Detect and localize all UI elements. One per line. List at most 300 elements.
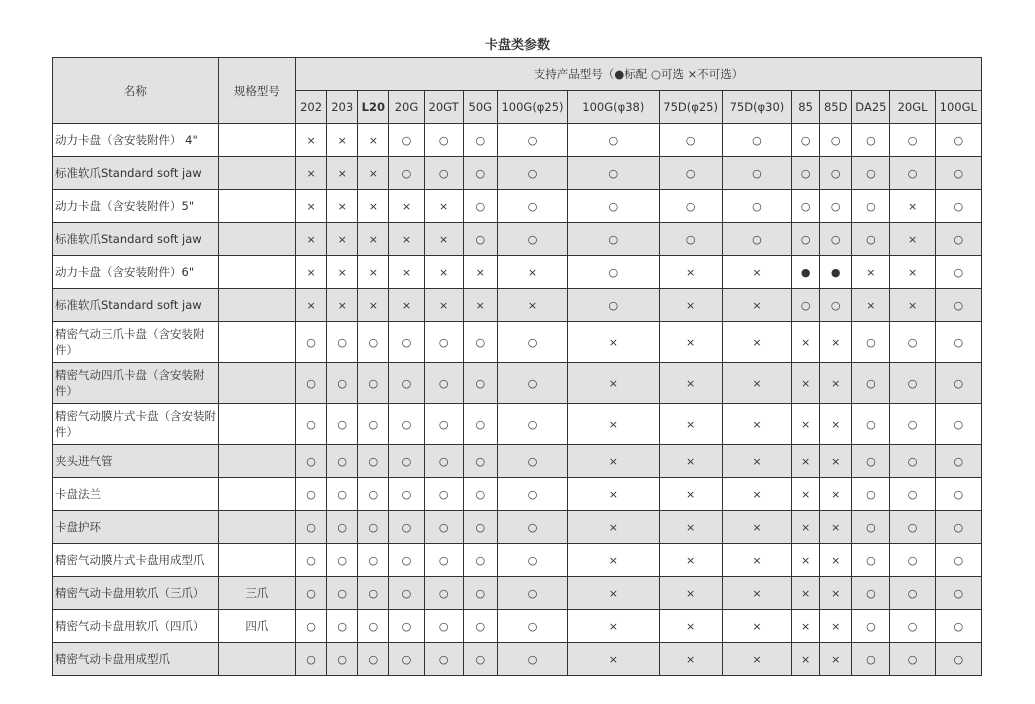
support-mark: ○ — [890, 124, 935, 157]
support-mark: ○ — [389, 445, 424, 478]
support-mark: ○ — [935, 322, 981, 363]
support-mark: ○ — [820, 124, 852, 157]
support-mark: × — [792, 577, 820, 610]
support-mark: ○ — [890, 478, 935, 511]
model-header-5: 50G — [463, 91, 497, 124]
support-mark: ○ — [568, 289, 659, 322]
support-mark: ○ — [659, 157, 722, 190]
support-mark: ○ — [327, 643, 358, 676]
table-row — [53, 223, 982, 256]
support-mark: × — [852, 256, 890, 289]
support-mark: × — [659, 478, 722, 511]
row-spec — [218, 124, 295, 157]
table-row — [53, 404, 982, 445]
row-name: 精密气动四爪卡盘（含安装附件） — [53, 363, 219, 404]
support-mark: ○ — [497, 322, 567, 363]
support-mark: × — [722, 363, 791, 404]
support-mark: ○ — [497, 404, 567, 445]
row-name: 卡盘护环 — [53, 511, 219, 544]
support-mark: ○ — [296, 544, 327, 577]
model-header-4: 20GT — [424, 91, 463, 124]
support-mark: × — [722, 404, 791, 445]
support-mark: × — [296, 256, 327, 289]
support-mark: × — [792, 544, 820, 577]
support-mark: × — [327, 124, 358, 157]
support-mark: ○ — [424, 322, 463, 363]
row-spec — [218, 223, 295, 256]
support-mark: ○ — [852, 190, 890, 223]
row-name: 动力卡盘（含安装附件） 4" — [53, 124, 219, 157]
support-mark: ○ — [722, 157, 791, 190]
support-mark: ○ — [463, 511, 497, 544]
support-mark: × — [820, 445, 852, 478]
support-mark: × — [568, 478, 659, 511]
model-header-0: 202 — [296, 91, 327, 124]
row-name: 精密气动卡盘用软爪（三爪） — [53, 577, 219, 610]
support-mark: ○ — [296, 610, 327, 643]
support-mark: × — [327, 223, 358, 256]
model-header-12: DA25 — [852, 91, 890, 124]
support-mark: × — [358, 289, 389, 322]
support-mark: ○ — [568, 190, 659, 223]
support-mark: × — [389, 190, 424, 223]
support-mark: × — [820, 404, 852, 445]
support-mark: × — [722, 511, 791, 544]
support-mark: × — [659, 322, 722, 363]
support-mark: × — [722, 289, 791, 322]
support-mark: × — [568, 544, 659, 577]
support-mark: ○ — [463, 610, 497, 643]
row-spec — [218, 363, 295, 404]
model-header-6: 100G(φ25) — [497, 91, 567, 124]
support-mark: ○ — [497, 643, 567, 676]
support-mark: ○ — [296, 322, 327, 363]
support-mark: × — [722, 544, 791, 577]
table-row — [53, 190, 982, 223]
row-name: 精密气动膜片式卡盘用成型爪 — [53, 544, 219, 577]
support-mark: ○ — [463, 124, 497, 157]
support-mark: × — [659, 404, 722, 445]
row-spec — [218, 256, 295, 289]
support-mark: ○ — [890, 322, 935, 363]
support-mark: ○ — [935, 511, 981, 544]
support-mark: ○ — [852, 478, 890, 511]
support-mark: ○ — [820, 289, 852, 322]
support-mark: ○ — [890, 157, 935, 190]
support-mark: × — [296, 289, 327, 322]
support-mark: ○ — [890, 544, 935, 577]
support-mark: ○ — [497, 223, 567, 256]
model-header-1: 203 — [327, 91, 358, 124]
support-mark: ○ — [935, 363, 981, 404]
support-mark: ○ — [358, 511, 389, 544]
support-mark: ○ — [463, 363, 497, 404]
row-name: 夹头进气管 — [53, 445, 219, 478]
support-mark: × — [722, 322, 791, 363]
support-mark: × — [792, 643, 820, 676]
support-mark: × — [890, 223, 935, 256]
support-mark: × — [820, 610, 852, 643]
support-mark: ○ — [424, 404, 463, 445]
support-mark: ○ — [852, 157, 890, 190]
support-mark: × — [568, 404, 659, 445]
support-mark: ○ — [424, 124, 463, 157]
support-mark: ○ — [852, 404, 890, 445]
support-mark: × — [792, 610, 820, 643]
support-mark: ○ — [463, 577, 497, 610]
support-mark: ○ — [497, 544, 567, 577]
support-mark: × — [463, 289, 497, 322]
support-mark: ○ — [358, 544, 389, 577]
support-mark: × — [659, 544, 722, 577]
support-mark: × — [890, 289, 935, 322]
support-mark: ○ — [792, 223, 820, 256]
row-name: 标准软爪Standard soft jaw — [53, 289, 219, 322]
support-mark: × — [358, 124, 389, 157]
support-mark: × — [358, 157, 389, 190]
support-mark: × — [659, 643, 722, 676]
support-mark: ○ — [358, 643, 389, 676]
header-name: 名称 — [53, 58, 219, 124]
support-mark: ○ — [935, 190, 981, 223]
row-name: 精密气动卡盘用软爪（四爪） — [53, 610, 219, 643]
support-mark: × — [792, 363, 820, 404]
support-mark: ○ — [852, 445, 890, 478]
support-mark: ○ — [327, 610, 358, 643]
support-mark: ○ — [497, 511, 567, 544]
support-mark: ○ — [327, 511, 358, 544]
support-mark: ○ — [296, 445, 327, 478]
table-row — [53, 322, 982, 363]
row-spec — [218, 478, 295, 511]
support-mark: ○ — [463, 544, 497, 577]
support-mark: × — [722, 610, 791, 643]
support-mark: ○ — [935, 544, 981, 577]
support-mark: × — [820, 322, 852, 363]
support-mark: ○ — [358, 577, 389, 610]
support-mark: ○ — [568, 157, 659, 190]
support-mark: ○ — [792, 124, 820, 157]
support-mark: ○ — [389, 322, 424, 363]
support-mark: ○ — [327, 363, 358, 404]
support-mark: ○ — [890, 610, 935, 643]
support-mark: × — [296, 190, 327, 223]
support-mark: ○ — [389, 544, 424, 577]
support-mark: × — [497, 256, 567, 289]
support-mark: ○ — [424, 544, 463, 577]
support-mark: ○ — [852, 363, 890, 404]
row-name: 精密气动卡盘用成型爪 — [53, 643, 219, 676]
support-mark: × — [792, 445, 820, 478]
support-mark: ○ — [327, 577, 358, 610]
model-header-2: L20 — [358, 91, 389, 124]
support-mark: ○ — [935, 610, 981, 643]
support-mark: ○ — [389, 124, 424, 157]
support-mark: ○ — [463, 445, 497, 478]
support-mark: × — [659, 511, 722, 544]
support-mark: ○ — [935, 404, 981, 445]
support-mark: × — [296, 157, 327, 190]
support-mark: × — [722, 577, 791, 610]
support-mark: ○ — [568, 223, 659, 256]
model-header-3: 20G — [389, 91, 424, 124]
table-row — [53, 256, 982, 289]
table-row — [53, 157, 982, 190]
row-spec — [218, 643, 295, 676]
support-mark: × — [792, 511, 820, 544]
support-mark: × — [568, 445, 659, 478]
row-name: 动力卡盘（含安装附件）6" — [53, 256, 219, 289]
support-mark: ○ — [463, 404, 497, 445]
support-mark: ○ — [296, 363, 327, 404]
support-mark: ○ — [852, 610, 890, 643]
support-mark: ○ — [296, 643, 327, 676]
support-mark: ○ — [424, 610, 463, 643]
support-mark: ○ — [327, 544, 358, 577]
support-mark: × — [722, 256, 791, 289]
support-mark: ○ — [463, 643, 497, 676]
support-mark: ○ — [497, 157, 567, 190]
support-mark: × — [568, 363, 659, 404]
model-header-9: 75D(φ30) — [722, 91, 791, 124]
support-mark: × — [792, 404, 820, 445]
table-row — [53, 610, 982, 643]
support-mark: ○ — [497, 610, 567, 643]
row-spec — [218, 157, 295, 190]
support-mark: × — [389, 223, 424, 256]
support-mark: ○ — [327, 478, 358, 511]
support-mark: × — [890, 190, 935, 223]
support-mark: × — [792, 478, 820, 511]
support-mark: ○ — [358, 404, 389, 445]
support-mark: ○ — [463, 223, 497, 256]
support-mark: ○ — [424, 157, 463, 190]
support-mark: × — [820, 643, 852, 676]
support-mark: ○ — [935, 124, 981, 157]
support-mark: ○ — [358, 478, 389, 511]
support-mark: ○ — [389, 577, 424, 610]
support-mark: ○ — [463, 478, 497, 511]
support-mark: × — [389, 289, 424, 322]
support-mark: × — [327, 289, 358, 322]
support-mark: × — [890, 256, 935, 289]
support-mark: × — [358, 256, 389, 289]
table-row — [53, 577, 982, 610]
support-mark: ○ — [659, 190, 722, 223]
support-mark: ○ — [424, 478, 463, 511]
support-mark: × — [792, 322, 820, 363]
support-mark: ○ — [935, 577, 981, 610]
support-mark: ● — [792, 256, 820, 289]
table-row — [53, 289, 982, 322]
support-mark: ○ — [327, 322, 358, 363]
row-spec: 三爪 — [218, 577, 295, 610]
support-mark: × — [463, 256, 497, 289]
support-mark: × — [722, 478, 791, 511]
row-spec — [218, 289, 295, 322]
support-mark: ○ — [820, 157, 852, 190]
support-mark: × — [389, 256, 424, 289]
support-mark: ○ — [935, 289, 981, 322]
support-mark: × — [358, 223, 389, 256]
support-mark: ○ — [463, 322, 497, 363]
support-mark: ○ — [389, 511, 424, 544]
row-spec — [218, 322, 295, 363]
support-mark: ○ — [358, 610, 389, 643]
support-mark: × — [820, 363, 852, 404]
model-header-11: 85D — [820, 91, 852, 124]
support-mark: × — [659, 577, 722, 610]
support-mark: × — [568, 322, 659, 363]
row-name: 精密气动三爪卡盘（含安装附件） — [53, 322, 219, 363]
support-mark: ○ — [296, 404, 327, 445]
support-mark: ○ — [389, 404, 424, 445]
row-spec — [218, 511, 295, 544]
support-mark: × — [424, 190, 463, 223]
support-mark: × — [568, 610, 659, 643]
support-mark: ○ — [497, 190, 567, 223]
support-mark: ○ — [820, 223, 852, 256]
support-mark: × — [327, 190, 358, 223]
support-mark: × — [568, 643, 659, 676]
support-mark: ○ — [424, 363, 463, 404]
support-mark: × — [659, 289, 722, 322]
header-supported-models: 支持产品型号（●标配 ○可选 ×不可选） — [296, 58, 982, 91]
support-mark: ○ — [890, 511, 935, 544]
table-row — [53, 445, 982, 478]
support-mark: × — [820, 478, 852, 511]
support-mark: ○ — [890, 643, 935, 676]
support-mark: ○ — [935, 445, 981, 478]
support-mark: ○ — [424, 577, 463, 610]
model-header-10: 85 — [792, 91, 820, 124]
table-row — [53, 124, 982, 157]
support-mark: ○ — [358, 445, 389, 478]
support-mark: ○ — [935, 643, 981, 676]
support-mark: ○ — [792, 157, 820, 190]
support-mark: ○ — [389, 610, 424, 643]
support-mark: ○ — [568, 256, 659, 289]
support-mark: × — [424, 289, 463, 322]
support-mark: ○ — [722, 223, 791, 256]
support-mark: × — [722, 643, 791, 676]
support-mark: ○ — [463, 190, 497, 223]
support-mark: × — [497, 289, 567, 322]
support-mark: ○ — [296, 511, 327, 544]
support-mark: ○ — [852, 511, 890, 544]
support-mark: × — [424, 256, 463, 289]
support-mark: ○ — [890, 577, 935, 610]
support-mark: × — [659, 256, 722, 289]
support-mark: × — [358, 190, 389, 223]
support-mark: ○ — [852, 643, 890, 676]
support-mark: ○ — [327, 404, 358, 445]
support-mark: ○ — [389, 643, 424, 676]
row-name: 动力卡盘（含安装附件）5" — [53, 190, 219, 223]
support-mark: ○ — [424, 445, 463, 478]
support-mark: ○ — [935, 256, 981, 289]
row-name: 标准软爪Standard soft jaw — [53, 223, 219, 256]
support-mark: ○ — [424, 511, 463, 544]
row-name: 精密气动膜片式卡盘（含安装附件） — [53, 404, 219, 445]
support-mark: ○ — [358, 322, 389, 363]
table-row — [53, 478, 982, 511]
support-mark: ○ — [935, 223, 981, 256]
support-mark: × — [852, 289, 890, 322]
support-mark: ○ — [820, 190, 852, 223]
support-mark: × — [296, 124, 327, 157]
support-mark: × — [568, 511, 659, 544]
support-mark: ○ — [568, 124, 659, 157]
row-spec — [218, 544, 295, 577]
page-title: 卡盘类参数 — [484, 38, 550, 53]
support-mark: ○ — [852, 223, 890, 256]
support-mark: ○ — [327, 445, 358, 478]
support-mark: ○ — [852, 577, 890, 610]
table-row — [53, 511, 982, 544]
support-mark: ○ — [389, 157, 424, 190]
support-mark: ● — [820, 256, 852, 289]
support-mark: ○ — [890, 445, 935, 478]
support-mark: × — [659, 610, 722, 643]
support-mark: × — [820, 511, 852, 544]
row-spec — [218, 190, 295, 223]
support-mark: ○ — [497, 478, 567, 511]
support-mark: × — [820, 577, 852, 610]
support-mark: × — [722, 445, 791, 478]
support-mark: ○ — [659, 223, 722, 256]
support-mark: × — [424, 223, 463, 256]
support-mark: ○ — [296, 577, 327, 610]
table-row — [53, 363, 982, 404]
row-spec — [218, 404, 295, 445]
support-mark: × — [820, 544, 852, 577]
support-mark: ○ — [497, 445, 567, 478]
support-mark: ○ — [659, 124, 722, 157]
support-mark: ○ — [852, 544, 890, 577]
model-header-14: 100GL — [935, 91, 981, 124]
row-spec: 四爪 — [218, 610, 295, 643]
support-mark: ○ — [424, 643, 463, 676]
support-mark: ○ — [497, 363, 567, 404]
support-mark: ○ — [497, 124, 567, 157]
support-mark: ○ — [463, 157, 497, 190]
support-mark: ○ — [792, 190, 820, 223]
support-mark: ○ — [935, 478, 981, 511]
support-mark: ○ — [852, 322, 890, 363]
support-mark: ○ — [890, 363, 935, 404]
support-mark: × — [327, 157, 358, 190]
support-mark: ○ — [792, 289, 820, 322]
model-header-7: 100G(φ38) — [568, 91, 659, 124]
header-spec: 规格型号 — [218, 58, 295, 124]
table-row — [53, 544, 982, 577]
row-name: 卡盘法兰 — [53, 478, 219, 511]
support-mark: ○ — [852, 124, 890, 157]
support-mark: ○ — [722, 124, 791, 157]
table-row — [53, 643, 982, 676]
support-mark: × — [296, 223, 327, 256]
support-mark: × — [659, 445, 722, 478]
header-row-group — [53, 58, 982, 91]
support-mark: ○ — [296, 478, 327, 511]
support-mark: × — [659, 363, 722, 404]
support-mark: ○ — [389, 363, 424, 404]
support-mark: ○ — [497, 577, 567, 610]
support-mark: ○ — [722, 190, 791, 223]
row-spec — [218, 445, 295, 478]
support-mark: ○ — [358, 363, 389, 404]
